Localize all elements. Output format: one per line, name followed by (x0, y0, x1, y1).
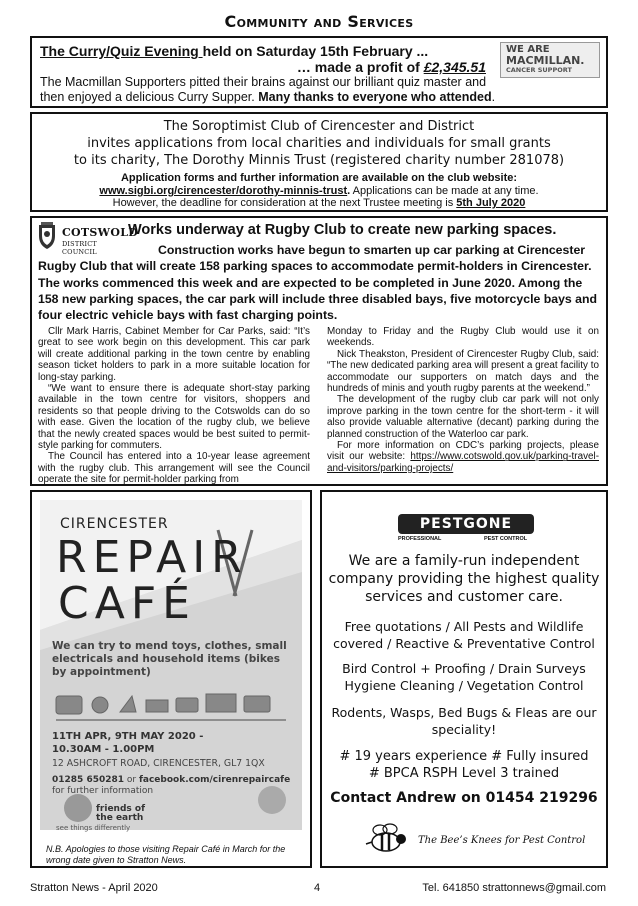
soroptimist-application-info: Application forms and further information are available on the club website: www.sigbi.org/cirencester/dorothy-minnis-trust. Applications can be made at any time. (99, 172, 539, 197)
rugby-headline: Works underway at Rugby Club to create new parking spaces. (128, 222, 557, 238)
soroptimist-website-link[interactable]: www.sigbi.org/cirencester/dorothy-minnis-trust (99, 185, 348, 197)
friends-of-earth-tagline: see things differently (56, 824, 131, 832)
macmillan-logo: WE ARE MACMILLAN. CANCER SUPPORT (500, 42, 600, 78)
repair-cafe-contact: 01285 650281 or facebook.com/cirenrepaircafe for further information (52, 775, 291, 796)
repair-cafe-word-repair: REPAIR (56, 532, 248, 583)
repair-cafe-address: 12 ASHCROFT ROAD, CIRENCESTER, GL7 1QX (52, 758, 265, 769)
repair-cafe-city: CIRENCESTER (60, 516, 169, 532)
rugby-intro-2: The works commenced this week and are expected to be completed in June 2020. Among the 158 new parking spaces, the car park will include three disabled bays, five motorcycle bays and four electric vehicle bays with fast charging points. (38, 276, 598, 322)
pestgone-advert (320, 490, 608, 868)
rugby-intro: Construction works have begun to smarten up car parking at Cirencester Rugby Club that will create 158 parking spaces to accommodate permit-holders in Cirencester. (38, 243, 592, 273)
rugby-paragraph: The Council has entered into a 10-year lease agreement with the rugby club. This arrangement will see the Council operate the site for permit-holder parking from (38, 451, 310, 486)
rugby-paragraph: “We want to ensure there is adequate short-stay parking available in the town centre for visitors, shoppers and residents so that people driving to the Cotswolds can do so with ease. Given the location of the rugby club, we believe that the newly created spaces would be best suited to permit-style parking for commuters. (38, 383, 310, 452)
rugby-paragraph: Monday to Friday and the Rugby Club would use it on weekends. (327, 326, 599, 349)
repair-cafe-advert (30, 490, 312, 868)
pest-services-3: Rodents, Wasps, Bed Bugs & Fleas are our speciality! (331, 705, 597, 737)
soroptimist-line2: invites applications from local charities and individuals for small grants (87, 136, 551, 151)
curry-title: The Curry/Quiz Evening held on Saturday 15th February ... (40, 43, 429, 59)
pest-services-2: Bird Control + Proofing / Drain Surveys Hygiene Cleaning / Vegetation Control (342, 661, 586, 693)
page-section-title: Community and Services (224, 12, 414, 31)
pest-slogan: The Bee’s Knees for Pest Control (418, 835, 586, 846)
bee-icon (362, 822, 412, 858)
repair-cafe-word-cafe: CAFÉ (58, 578, 196, 629)
rugby-paragraph: Cllr Mark Harris, Cabinet Member for Car Parks, said: “It’s great to see work begin on this development. This car park will create additional parking in the town centre by enabling season ticket holders to park in a more suitable location for long-stay parking. (38, 326, 310, 383)
soroptimist-line1: The Soroptimist Club of Cirencester and District (163, 119, 475, 134)
curry-profit: … made a profit of £2,345.51 (296, 59, 486, 75)
curry-body: The Macmillan Supporters pitted their brains against our brilliant quiz master and then enjoyed a delicious Curry Supper. Many thanks to everyone who attended. (40, 75, 496, 104)
cdc-parking-link[interactable]: https://www.cotswold.gov.uk/parking-travel-and-visitors/parking-projects/ (327, 451, 599, 474)
friends-of-earth-logo: friends of the earth (96, 804, 145, 823)
pest-experience: # 19 years experience # Fully insured # BPCA RSPH Level 3 trained (339, 749, 589, 781)
repair-cafe-note: N.B. Apologies to those visiting Repair Café in March for the wrong date given to Stratton News. (46, 844, 286, 865)
repair-cafe-dates: 11TH APR, 9TH MAY 2020 - 10.30AM - 1.00PM (52, 731, 204, 755)
rugby-column-right (327, 326, 599, 474)
soroptimist-line3: to its charity, The Dorothy Minnis Trust (registered charity number 281078) (73, 153, 565, 168)
rugby-paragraph: The development of the rugby club car park will not only improve parking in the town centre for the short-term - it will also provide valuable alternative (decant) parking during the planned construction of the Waterloo car park. (327, 394, 599, 440)
rugby-paragraph: For more information on CDC’s parking projects, please visit our website: https://www.cotswold.gov.uk/parking-travel-and-visitors/parking-projects/ (327, 440, 599, 474)
cotswold-council-logo: COTSWOLD DISTRICT COUNCIL (36, 222, 124, 252)
curry-quiz-notice (30, 36, 608, 108)
pest-intro: We are a family-run independent company providing the highest quality services and customer care. (328, 553, 600, 605)
pest-contact: Contact Andrew on 01454 219296 (330, 790, 598, 806)
rugby-parking-article (30, 216, 608, 486)
footer-publication: Stratton News - April 2020 (30, 882, 158, 894)
rugby-column-left (38, 326, 310, 486)
soroptimist-notice (30, 112, 608, 212)
footer-contact: Tel. 641850 strattonnews@gmail.com (422, 882, 606, 894)
soroptimist-deadline: However, the deadline for consideration at the next Trustee meeting is 5th July 2020 (112, 197, 526, 209)
repair-cafe-poster (40, 500, 302, 830)
pest-services-1: Free quotations / All Pests and Wildlife covered / Reactive & Preventative Control (333, 619, 595, 651)
pestgone-logo: PESTGONE PROFESSIONAL PEST CONTROL (384, 506, 550, 544)
page-number: 4 (314, 882, 321, 894)
repair-cafe-tagline: We can try to mend toys, clothes, small electricals and household items (bikes by appointment) (52, 640, 287, 678)
rugby-paragraph: Nick Theakston, President of Cirencester Rugby Club, said: “The new dedicated parking area will present a great facility to accommodate our supporters on match days and the hundreds of minis and youth rugby parents at the weekend.” (327, 348, 599, 395)
